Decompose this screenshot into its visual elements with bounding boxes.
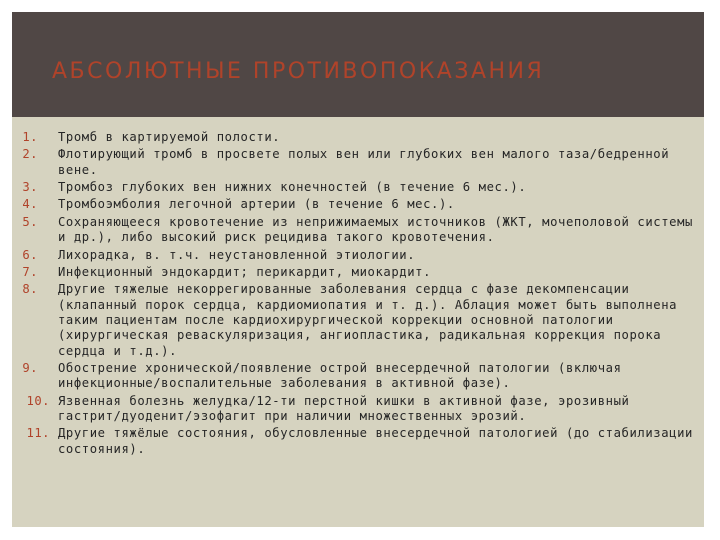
item-number: 2. <box>22 147 38 162</box>
contraindications-list <box>12 130 704 459</box>
item-text: Другие тяжелые некоррегированные заболевания сердца с фазе декомпенсации (клапанный порок сердца, кардиомиопатия и т. д.). Аблация может быть выполнена таким пациентам после кардиохирургической коррекции основной патологии (хирургическая реваскуляризация, ангиопластика, радикальная коррекция порока сердца и т.д.). <box>58 282 678 358</box>
item-text: Инфекционный эндокардит; перикардит, миокардит. <box>58 264 432 279</box>
item-number: 4. <box>22 197 38 212</box>
item-number: 3. <box>22 180 38 195</box>
item-number: 7. <box>22 264 38 279</box>
item-number: 1. <box>22 130 38 144</box>
list-item <box>12 248 704 263</box>
list-item <box>12 147 704 178</box>
content-panel <box>12 117 704 527</box>
item-text: Флотирующий тромб в просвете полых вен или глубоких вен малого таза/бедренной вене. <box>58 147 670 177</box>
item-text: Язвенная болезнь желудка/12-ти перстной кишки в активной фазе, эрозивный гастрит/дуоденит/эзофагит при наличии множественных эрозий. <box>58 393 630 423</box>
item-number: 6. <box>22 247 38 262</box>
list-item <box>12 197 704 212</box>
item-number: 10. <box>26 393 50 408</box>
item-text: Тромб в картируемой полости. <box>58 130 281 144</box>
item-text: Лихорадка, в. т.ч. неустановленной этиологии. <box>58 247 416 262</box>
list-item <box>12 394 704 425</box>
item-text: Сохраняющееся кровотечение из неприжимаемых источников (ЖКТ, мочеполовой системы и др.), либо высокий риск рецидива такого кровотечения. <box>58 214 693 245</box>
item-text: Другие тяжёлые состояния, обусловленные внесердечной патологией (до стабилизации состояния). <box>58 426 693 456</box>
list-item <box>12 265 704 280</box>
item-text: Тромбоэмболия легочной артерии (в течение 6 мес.). <box>58 197 455 212</box>
item-number: 8. <box>22 282 38 297</box>
list-item <box>12 282 704 358</box>
item-number: 5. <box>22 214 38 229</box>
item-text: Обострение хронической/появление острой внесердечной патологии (включая инфекционные/воспалительные заболевания в активной фазе). <box>58 360 622 391</box>
slide-title: АБСОЛЮТНЫЕ ПРОТИВОПОКАЗАНИЯ <box>52 59 545 84</box>
item-text: Тромбоз глубоких вен нижних конечностей (в течение 6 мес.). <box>58 180 527 195</box>
item-number: 11. <box>26 426 50 441</box>
list-item <box>12 180 704 195</box>
list-item <box>12 130 704 145</box>
item-number: 9. <box>22 360 38 375</box>
title-bar <box>12 12 704 117</box>
list-item <box>12 361 704 392</box>
list-item <box>12 426 704 457</box>
list-item <box>12 215 704 246</box>
